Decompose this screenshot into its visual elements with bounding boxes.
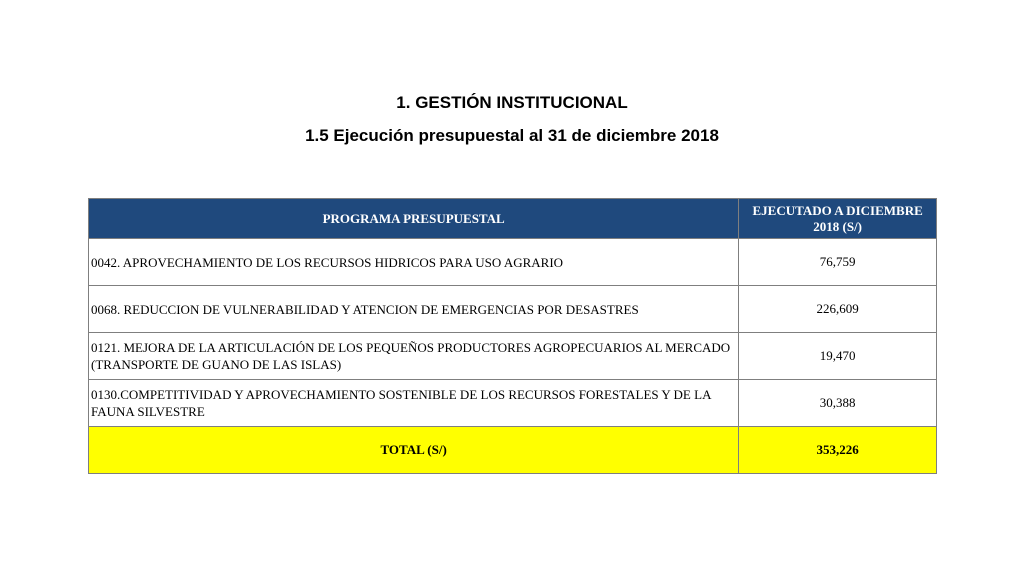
table-row [89, 239, 937, 286]
program-cell: 0130.COMPETITIVIDAD Y APROVECHAMIENTO SOSTENIBLE DE LOS RECURSOS FORESTALES Y DE LA FAUNA SILVESTRE [89, 380, 739, 427]
table-header-row [89, 199, 937, 239]
budget-table [88, 198, 937, 474]
table-row [89, 333, 937, 380]
header-executed: EJECUTADO A DICIEMBRE 2018 (S/) [739, 199, 937, 239]
executed-cell: 76,759 [739, 239, 937, 286]
program-cell: 0068. REDUCCION DE VULNERABILIDAD Y ATENCION DE EMERGENCIAS POR DESASTRES [89, 286, 739, 333]
total-label: TOTAL (S/) [89, 427, 739, 474]
total-value: 353,226 [739, 427, 937, 474]
table-row [89, 286, 937, 333]
total-row [89, 427, 937, 474]
executed-cell: 30,388 [739, 380, 937, 427]
header-program: PROGRAMA PRESUPUESTAL [89, 199, 739, 239]
section-title: 1. GESTIÓN INSTITUCIONAL [396, 93, 628, 112]
executed-cell: 226,609 [739, 286, 937, 333]
table-row [89, 380, 937, 427]
section-subtitle: 1.5 Ejecución presupuestal al 31 de diciembre 2018 [305, 126, 719, 145]
program-cell: 0042. APROVECHAMIENTO DE LOS RECURSOS HIDRICOS PARA USO AGRARIO [89, 239, 739, 286]
executed-cell: 19,470 [739, 333, 937, 380]
program-cell: 0121. MEJORA DE LA ARTICULACIÓN DE LOS PEQUEÑOS PRODUCTORES AGROPECUARIOS AL MERCADO (TRANSPORTE DE GUANO DE LAS ISLAS) [89, 333, 739, 380]
